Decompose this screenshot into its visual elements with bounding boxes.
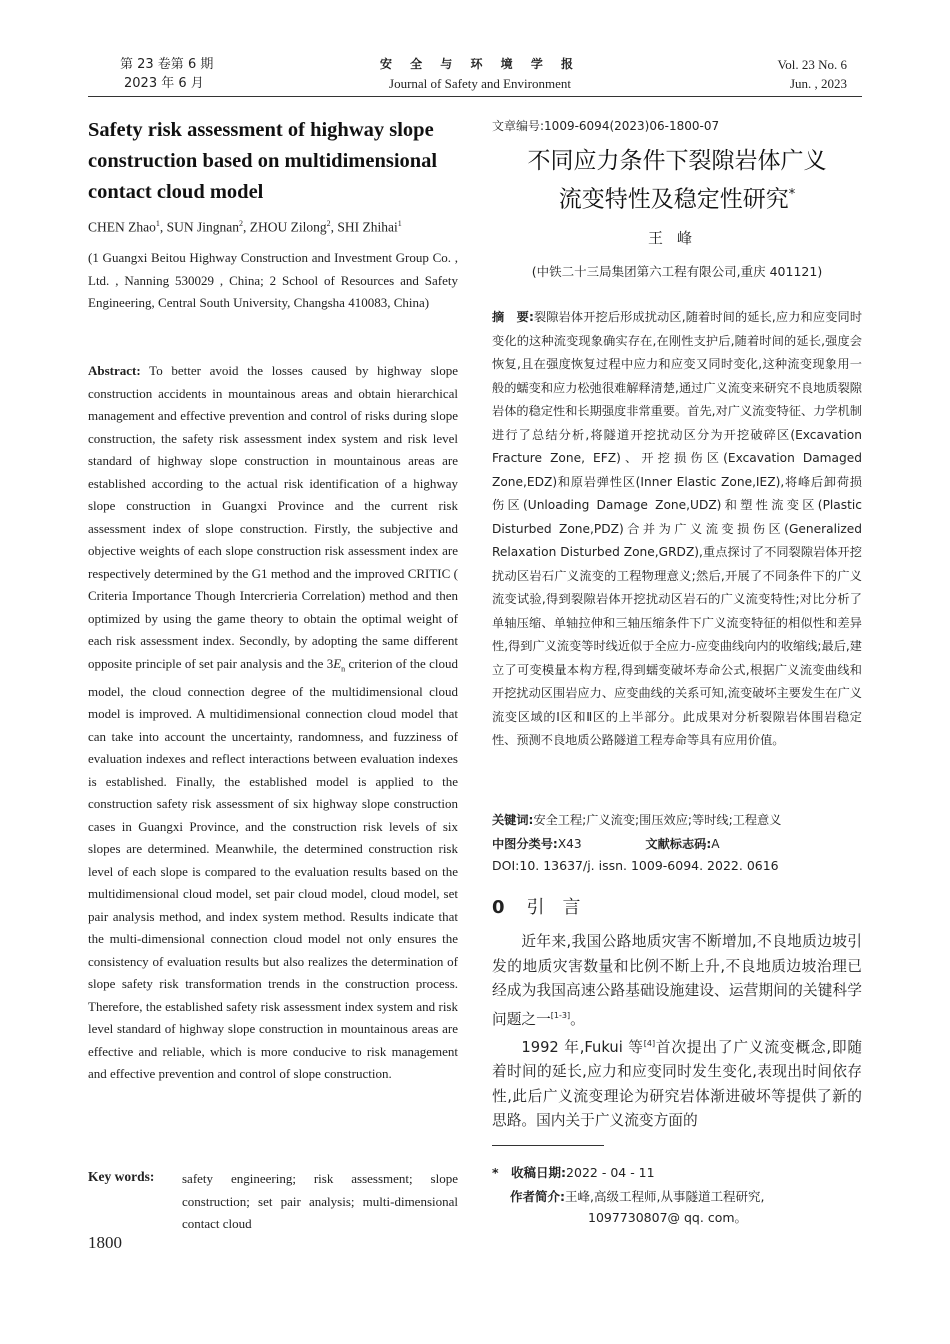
keywords-text: safety engineering; risk assessment; slope construction; set pair analysis; multi-dimensional contact cloud: [182, 1171, 458, 1231]
section-number: 0: [492, 897, 505, 918]
chinese-title: [492, 144, 862, 217]
received-date: 2022 - 04 - 11: [566, 1165, 655, 1180]
journal-volume-info: [120, 55, 213, 93]
author-name: ZHOU Zilong: [249, 219, 327, 235]
header-divider: [88, 96, 862, 97]
classification-line: [492, 835, 862, 852]
footnote-divider: [492, 1145, 604, 1146]
issue-date: 2023 年 6 月: [124, 76, 204, 91]
keywords-label: Key words:: [88, 1169, 155, 1184]
doc-code-value: A: [711, 837, 720, 851]
footnote-author: [510, 1186, 862, 1228]
volume-no-en: Vol. 23 No. 6: [777, 57, 847, 72]
chinese-title-line1: 不同应力条件下裂隙岩体广义: [527, 148, 827, 174]
chinese-title-line2: 流变特性及稳定性研究: [558, 186, 789, 213]
doc-code-label: 文献标志码:: [645, 837, 712, 851]
english-abstract: Abstract: To better avoid the losses caused by highway slope construction accidents in mountainous areas and obtain hierarchical management and effective prevention and control of risks during slope construction, the safety risk assessment index system and risk level standard of highway slope construction in mountainous areas are established according to the actual risk identification of a highway slope construction in Guangxi Province and the current risk assessment index of slope construction. Firstly, the subjective and objective weights of each slope construction risk assessment index are respectively determined by the G1 method and the improved CRITIC ( Criteria Importance Though Intercrieria Correlation) method and then optimized by using the game theory to obtain the optimal weight of each risk assessment index. Secondly, by adopting the same different opposite principle of set pair analysis and the $3E_n$ criterion of the cloud model, the cloud connection degree of the multidimensional cloud model is improved. A multidimensional connection cloud model that can take into account the uncertainty, randomness, and fuzziness of evaluation indexes and reflect interactions between evaluation indexes is established. Finally, the established model is applied to the construction safety risk assessment of six highway slope construction cases in Guangxi Province, and the construction risk levels of six slopes are determined. Meanwhile, the determined construction risk level of each slope is compared to the evaluation results based on the multidimensional cloud model, set pair cloud model, cloud model, set pair analysis method, and index system method. Results indicate that the multi-dimensional connection cloud model not only ensures the consistency of evaluation results but also realizes the determination of slope safety risk transformation trends in the construction process. Therefore, the established safety risk assessment index system and risk level standard of highway slope construction in mountainous areas are effective and reliable, which is more conducive to risk management and effective prevention and control of slope construction.: [88, 363, 459, 1082]
section-heading: [492, 893, 599, 919]
chinese-author: 王峰: [647, 229, 706, 247]
english-title: Safety risk assessment of highway slope construction based on multidimensional contact cloud model: [88, 119, 438, 203]
author-email: 1097730807@ qq. com。: [588, 1210, 748, 1225]
author-bio-label: 作者简介:: [510, 1189, 565, 1204]
introduction-text: [492, 930, 862, 1134]
author-name: SUN Jingnan: [166, 219, 240, 235]
journal-name-cn: 安 全 与 环 境 学 报: [379, 57, 581, 71]
class-value: X43: [557, 837, 582, 851]
chinese-abstract: [492, 306, 862, 753]
abstract-label: Abstract:: [88, 363, 141, 378]
title-footnote-mark: *: [788, 187, 796, 202]
chinese-affiliation: (中铁二十三局集团第六工程有限公司,重庆 401121): [531, 264, 823, 279]
received-label: * 收稿日期:: [492, 1165, 567, 1180]
chinese-keywords-label: 关键词:: [492, 813, 534, 827]
citation: [4]: [643, 1038, 656, 1048]
english-affiliation: (1 Guangxi Beitou Highway Construction and Investment Group Co. , Ltd. , Nanning 530029 , China; 2 School of Resources and Safety Engineering, Central South University, Changsha 410083, China): [88, 250, 458, 310]
date-en: Jun. , 2023: [789, 76, 847, 91]
journal-volume-en: [700, 55, 847, 93]
abstract-text-2: criterion of the cloud model, the cloud connection degree of the multidimensional cloud model is improved. A multidimensional connection cloud model that can take into account the uncertainty, randomness, and fuzziness of evaluation indexes and reflect interactions between evaluation indexes is established. Finally, the established model is applied to the construction safety risk assessment of six highway slope construction cases in Guangxi Province, and the construction risk levels of six slopes are determined. Meanwhile, the determined construction risk level of each slope is compared to the evaluation results based on the multidimensional cloud model, set pair cloud model, cloud model, set pair analysis method, and index system method. Results indicate that the multi-dimensional connection cloud model not only ensures the consistency of evaluation results but also realizes the determination of slope safety risk transformation trends in the construction process. Therefore, the established safety risk assessment index system and risk level standard of highway slope construction in mountainous areas are effective and reliable, which is more conducive to risk management and effective prevention and control of slope construction.: [88, 655, 458, 1082]
journal-name: [300, 55, 660, 93]
chinese-keywords-text: 安全工程;广义流变;围压效应;等时线;工程意义: [533, 813, 782, 827]
footnote-received: [492, 1163, 655, 1181]
chinese-keywords: [492, 811, 862, 828]
article-number: 文章编号:1009-6094(2023)06-1800-07: [492, 119, 720, 133]
class-label: 中图分类号:: [492, 837, 558, 851]
citation: [1-3]: [550, 1010, 571, 1020]
chinese-abstract-label: 摘 要:: [492, 310, 534, 324]
journal-name-en: Journal of Safety and Environment: [389, 76, 571, 91]
author-bio: 王峰,高级工程师,从事隧道工程研究,: [565, 1189, 765, 1204]
doi: DOI:10. 13637/j. issn. 1009-6094. 2022. 0616: [492, 858, 779, 873]
section-title: 引言: [526, 897, 599, 918]
abstract-text-1: To better avoid the losses caused by highway slope construction accidents in mountainous areas and obtain hierarchical management and effective prevention and control of risks during slope construction, the safety risk assessment index system and risk level standard of highway slope construction in mountainous areas are established according to the actual risk identification of a highway slope construction in Guangxi Province and the current risk assessment index of slope construction. Firstly, the subjective and objective weights of each slope construction risk assessment index are respectively determined by the G1 method and the improved CRITIC ( Criteria Importance Though Intercrieria Correlation) method and then optimized by using the game theory to obtain the optimal weight of each risk assessment index. Secondly, by adopting the same different opposite principle of set pair analysis and the 3: [88, 363, 459, 671]
volume-issue: 第 23 卷第 6 期: [120, 57, 214, 72]
author-name: SHI Zhihai: [337, 219, 398, 235]
english-authors: CHEN Zhao$^1$, SUN Jingnan$^2$, ZHOU Zilong$^2$, SHI Zhihai$^1$: [88, 219, 402, 235]
chinese-abstract-text: 裂隙岩体开挖后形成扰动区,随着时间的延长,应力和应变同时变化的这种流变现象确实存在,在刚性支护后,随着时间的延长,强度会恢复,且在强度恢复过程中应力和应变又同时变化,这种流变现象用一般的蠕变和应力松弛很难解释清楚,通过广义流变来研究不良地质裂隙岩体的稳定性和长期强度非常重要。首先,对广义流变特征、力学机制进行了总结分析,将隧道开挖扰动区分为开挖破碎区(Excavation Fracture Zone, EFZ)、开挖损伤区(Excavation Damaged Zone,EDZ)和原岩弹性区(Inner Elastic Zone,IEZ),将峰后卸荷损伤区(Unloading Damage Zone,UDZ)和塑性流变区(Plastic Disturbed Zone,PDZ)合并为广义流变损伤区(Generalized Relaxation Disturbed Zone,GRDZ),重点探讨了不同裂隙岩体开挖扰动区岩石广义流变的工程物理意义;然后,开展了不同条件下的广义流变试验,得到裂隙岩体开挖扰动区岩石的广义流变特性;对比分析了单轴压缩、单轴拉伸和三轴压缩条件下广义流变特征的相似性和差异性,得到广义流变等时线近似于全应力-应变曲线向内的收缩线;最后,建立了可变模量本构方程,得到蠕变破坏寿命公式,根据广义流变曲线和开挖扰动区围岩应力、应变曲线的关系可知,流变破坏主要发生在广义流变区域的Ⅰ区和Ⅱ区的上半部分。此成果对分析裂隙岩体围岩稳定性、预测不良地质公路隧道工程寿命等具有应用价值。: [492, 310, 863, 747]
intro-paragraph: 近年来,我国公路地质灾害不断增加,不良地质边坡引发的地质灾害数量和比例不断上升,不良地质边坡治理已经成为我国高速公路基础设施建设、运营期间的关键科学问题之一[1-3]。: [492, 933, 862, 1028]
page-number: 1800: [88, 1233, 122, 1252]
intro-paragraph: 1992 年,Fukui 等[4]首次提出了广义流变概念,即随着时间的延长,应力和应变同时发生变化,表现出时间依存性,此后广义流变理论为研究岩体渐进破坏等提供了新的思路。国内关于广义流变方面的: [492, 1038, 863, 1130]
author-name: CHEN Zhao: [88, 219, 156, 235]
